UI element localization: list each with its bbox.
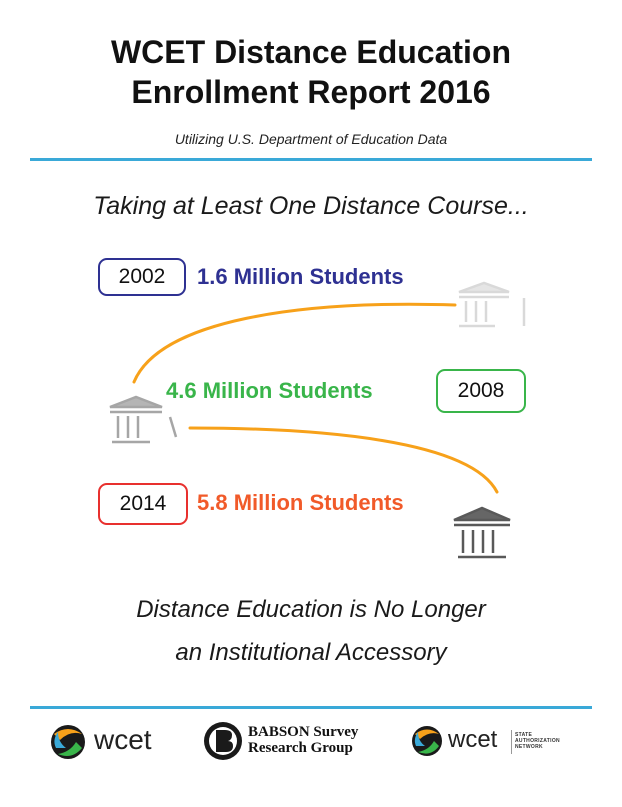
wcet-swirl-icon <box>48 722 88 762</box>
stat-2002: 1.6 Million Students <box>197 264 404 289</box>
report-subtitle: Utilizing U.S. Department of Education Data <box>174 131 448 147</box>
institution-icon-2002 <box>459 283 524 326</box>
stat-2008: 4.6 Million Students <box>166 378 373 403</box>
report-title-line2: Enrollment Report 2016 <box>131 74 491 110</box>
babson-logo <box>202 718 382 764</box>
report-title-line1: WCET Distance Education <box>110 34 512 70</box>
closing-line1: Distance Education is No Longer <box>136 596 486 623</box>
sarn-line2: AUTHORIZATION <box>515 738 560 744</box>
bottom-divider <box>30 706 592 709</box>
babson-emblem-icon <box>202 720 244 762</box>
sarn-line1: STATE <box>515 732 533 738</box>
sarn-line3: NETWORK <box>515 744 543 750</box>
year-box-2002: 2002 <box>98 258 186 296</box>
year-box-2008: 2008 <box>436 369 526 413</box>
stat-2014: 5.8 Million Students <box>197 490 404 515</box>
wcet-sarn-logo <box>410 722 580 762</box>
headline: Taking at Least One Distance Course... <box>93 192 529 220</box>
wcet-swirl-icon-small <box>410 724 444 758</box>
institution-icon-2014 <box>454 508 510 557</box>
wcet-logo-text: wcet <box>94 724 152 755</box>
year-box-2014: 2014 <box>98 483 188 525</box>
wcet-sarn-logo-text: wcet <box>448 726 498 753</box>
connector-2008-2014 <box>190 428 497 492</box>
babson-name-line2: Research Group <box>248 740 353 756</box>
connector-2002-2008 <box>134 304 455 382</box>
babson-name-line1: BABSON Survey <box>248 724 359 740</box>
closing-line2: an Institutional Accessory <box>175 639 447 666</box>
logo-separator <box>511 730 512 754</box>
wcet-logo <box>48 720 178 764</box>
